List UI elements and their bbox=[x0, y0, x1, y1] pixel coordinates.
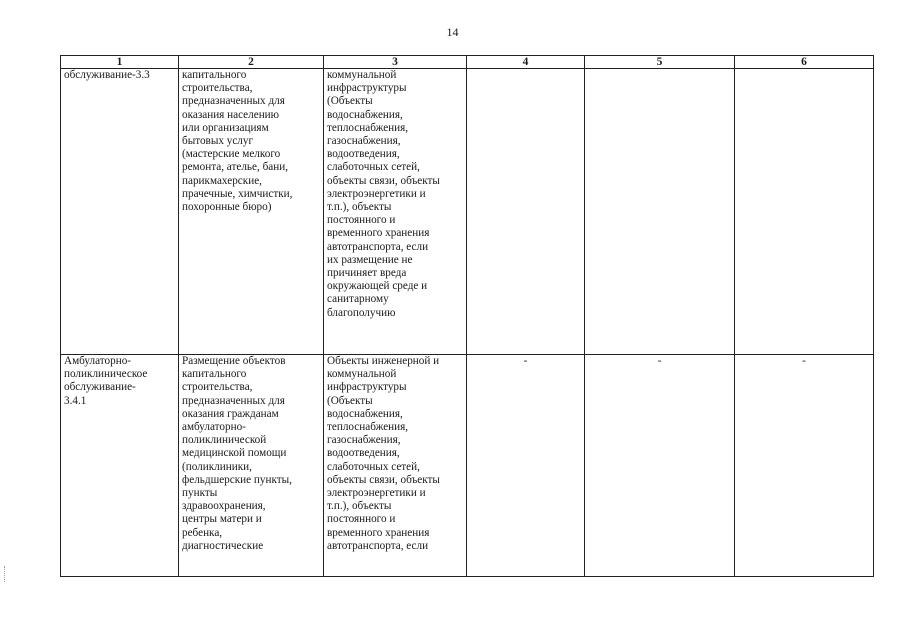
column-header-1: 1 bbox=[61, 56, 179, 69]
land-use-type-text: Амбулаторно- поликлиническое обслуживание- 3.4.1 bbox=[64, 355, 148, 407]
column-header-2: 2 bbox=[179, 56, 324, 69]
land-use-type-text: обслуживание-3.3 bbox=[64, 69, 150, 81]
table-row bbox=[61, 69, 874, 355]
column-header-4: 4 bbox=[467, 56, 585, 69]
column-4-cell bbox=[467, 69, 585, 355]
auxiliary-use-cell bbox=[324, 69, 467, 355]
column-5-value: - bbox=[657, 355, 662, 367]
column-4-value: - bbox=[523, 355, 528, 367]
regulations-table bbox=[60, 55, 874, 577]
column-4-cell bbox=[467, 355, 585, 577]
column-header-5: 5 bbox=[585, 56, 735, 69]
auxiliary-use-text: Объекты инженерной и коммунальной инфраструктуры (Объекты водоснабжения, теплоснабжения, газоснабжения, водоотведения, слаботочных сетей, объекты связи, объекты электроэнергетики и т.п.), объекты постоянного и временного хранения автотранспорта, если bbox=[327, 355, 440, 552]
table-row bbox=[61, 355, 874, 577]
description-text: Размещение объектов капитального строительства, предназначенных для оказания гражданам амбулаторно- поликлинической медицинской помощи (поликлиники, фельдшерские пункты, пункты здравоохранения, центры матери и ребенка, диагностические bbox=[182, 355, 292, 552]
page-number: 14 bbox=[446, 25, 459, 39]
auxiliary-use-cell bbox=[324, 355, 467, 577]
description-text: капитального строительства, предназначенных для оказания населению или организациям бытовых услуг (мастерские мелкого ремонта, ателье, бани, парикмахерские, прачечные, химчистки, похоронные бюро) bbox=[182, 69, 293, 214]
auxiliary-use-text: коммунальной инфраструктуры (Объекты водоснабжения, теплоснабжения, газоснабжения, водоотведения, слаботочных сетей, объекты связи, объекты электроэнергетики и т.п.), объекты постоянного и временного хранения автотранспорта, если их размещение не причиняет вреда окружающей среде и санитарному благополучию bbox=[327, 69, 440, 319]
column-5-cell bbox=[585, 69, 735, 355]
description-cell bbox=[179, 69, 324, 355]
column-header-6: 6 bbox=[735, 56, 874, 69]
description-cell bbox=[179, 355, 324, 577]
column-header-3: 3 bbox=[324, 56, 467, 69]
land-use-type-cell bbox=[61, 355, 179, 577]
header-row bbox=[61, 56, 874, 69]
land-use-type-cell bbox=[61, 69, 179, 355]
column-6-value: - bbox=[802, 355, 806, 367]
column-6-cell bbox=[735, 69, 874, 355]
column-5-cell bbox=[585, 355, 735, 577]
column-6-cell bbox=[735, 355, 874, 577]
scan-margin-mark bbox=[4, 566, 9, 582]
